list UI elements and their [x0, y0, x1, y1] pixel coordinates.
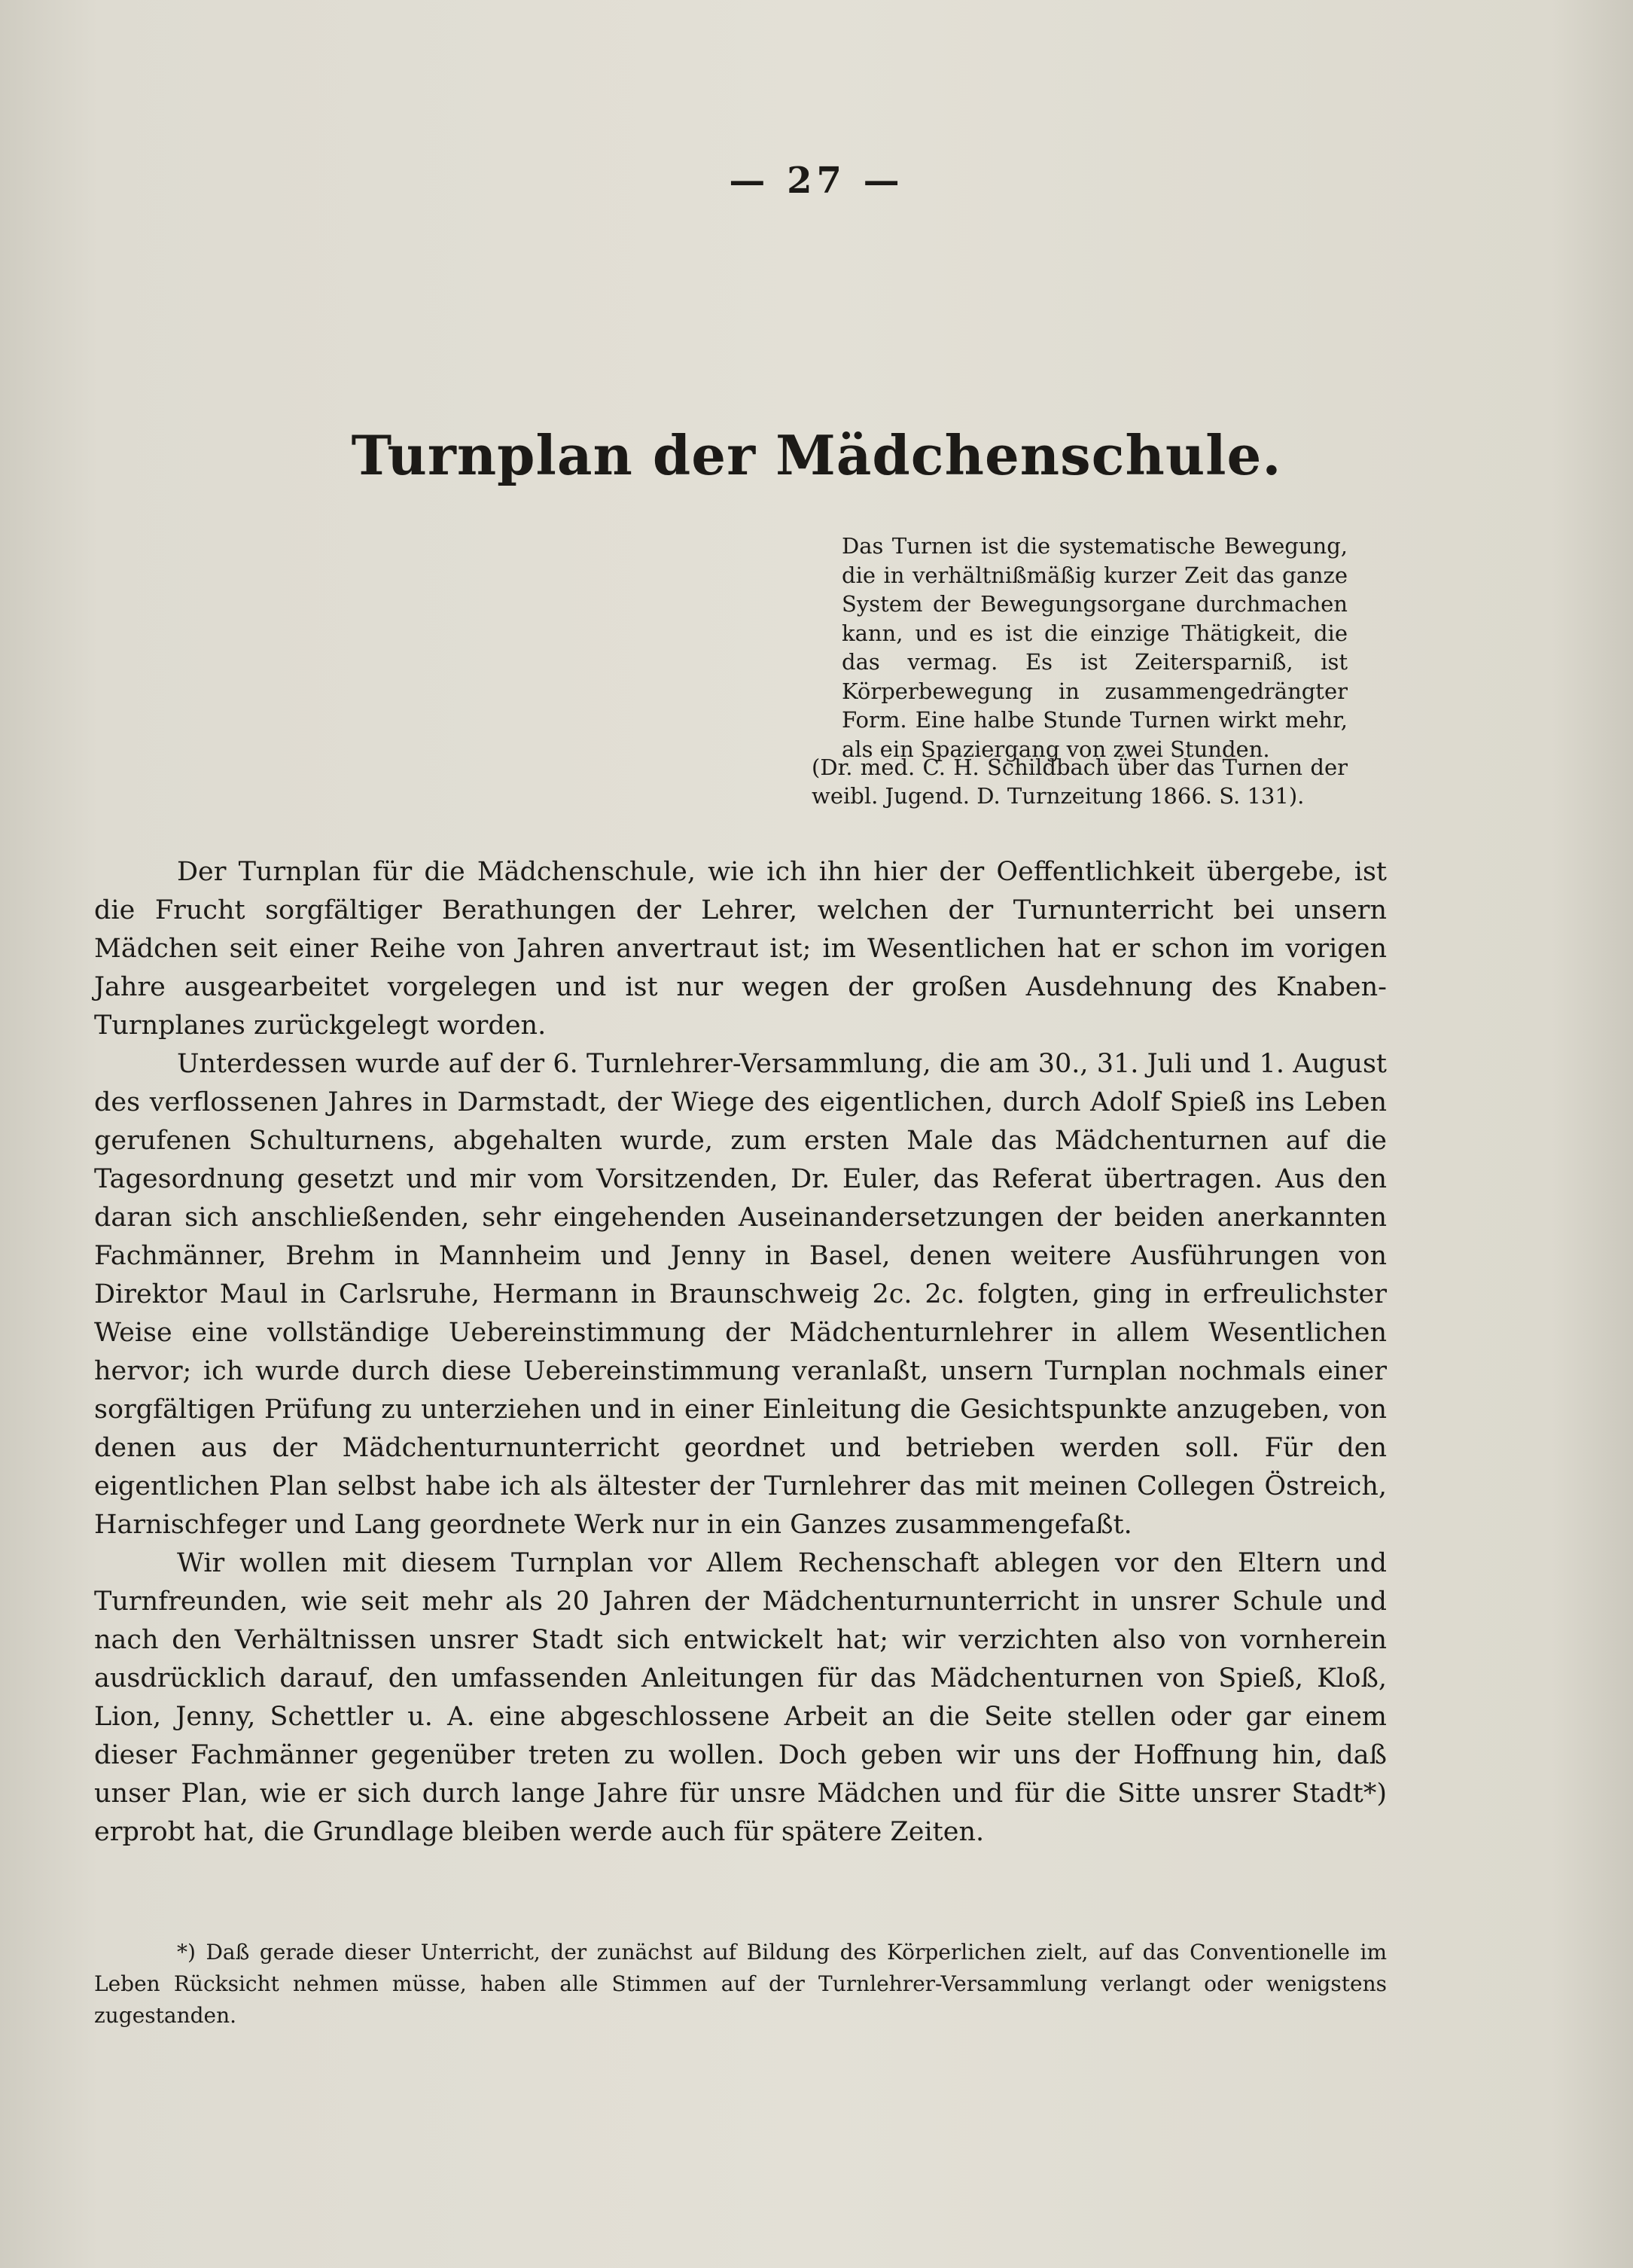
epigraph-text: Das Turnen ist die systematische Bewegung, die in verhältnißmäßig kurzer Zeit das ganze System der Bewegungsorgane durchmachen kann, und es ist die einzige Thätigkeit, die das vermag. Es ist Zeitersparniß, ist Körperbewegung in zusammengedrängter Form. Eine halbe Stunde Turnen wirkt mehr, als ein Spaziergang von zwei Stunden. [842, 533, 1348, 762]
epigraph-citation: (Dr. med. C. H. Schildbach über das Turnen der weibl. Jugend. D. Turnzeitung 1866. S. 131). [812, 754, 1348, 809]
page-number: — 27 — [729, 160, 904, 202]
section-title: Turnplan der Mädchenschule. [351, 423, 1282, 487]
paragraph: Wir wollen mit diesem Turnplan vor Allem Rechenschaft ablegen vor den Eltern und Turnfreunden, wie seit mehr als 20 Jahren der Mädchenturnunterricht in unsrer Schule und nach den Verhältnissen unsrer Stadt sich entwickelt hat; wir verzichten also von vornherein ausdrücklich darauf, den umfassenden Anleitungen für das Mädchenturnen von Spieß, Kloß, Lion, Jenny, Schettler u. A. eine abgeschlossene Arbeit an die Seite stellen oder gar einem dieser Fachmänner gegenüber treten zu wollen. Doch geben wir uns der Hoffnung hin, daß unser Plan, wie er sich durch lange Jahre für unsre Mädchen und für die Sitte unsrer Stadt*) erprobt hat, die Grundlage bleiben werde auch für spätere Zeiten. [94, 1548, 1387, 1847]
footnote: *) Daß gerade dieser Unterricht, der zunächst auf Bildung des Körperlichen zielt, auf das Conventionelle im Leben Rücksicht nehmen müsse, haben alle Stimmen auf der Turnlehrer-Versammlung verlangt oder wenigstens zugestanden. [94, 1940, 1387, 2028]
epigraph [842, 532, 1348, 764]
body-text [94, 853, 1387, 1852]
paragraph: Der Turnplan für die Mädchenschule, wie ich ihn hier der Oeffentlichkeit übergebe, ist die Frucht sorgfältiger Berathungen der Lehrer, welchen der Turnunterricht bei unsern Mädchen seit einer Reihe von Jahren anvertraut ist; im Wesentlichen hat er schon im vorigen Jahre ausgearbeitet vorgelegen und ist nur wegen der großen Ausdehnung des Knaben-Turnplanes zurückgelegt worden. [94, 857, 1387, 1041]
paragraph: Unterdessen wurde auf der 6. Turnlehrer-Versammlung, die am 30., 31. Juli und 1. August des verflossenen Jahres in Darmstadt, der Wiege des eigentlichen, durch Adolf Spieß ins Leben gerufenen Schulturnens, abgehalten wurde, zum ersten Male das Mädchenturnen auf die Tagesordnung gesetzt und mir vom Vorsitzenden, Dr. Euler, das Referat übertragen. Aus den daran sich anschließenden, sehr eingehenden Auseinandersetzungen der beiden anerkannten Fachmänner, Brehm in Mannheim und Jenny in Basel, denen weitere Ausführungen von Direktor Maul in Carlsruhe, Hermann in Braunschweig 2c. 2c. folgten, ging in erfreulichster Weise eine vollständige Uebereinstimmung der Mädchenturnlehrer in allem Wesentlichen hervor; ich wurde durch diese Uebereinstimmung veranlaßt, unsern Turnplan nochmals einer sorgfältigen Prüfung zu unterziehen und in einer Einleitung die Gesichtspunkte anzugeben, von denen aus der Mädchenturnunterricht geordnet und betrieben werden soll. Für den eigentlichen Plan selbst habe ich als ältester der Turnlehrer das mit meinen Collegen Östreich, Harnischfeger und Lang geordnete Werk nur in ein Ganzes zusammengefaßt. [94, 1049, 1387, 1540]
